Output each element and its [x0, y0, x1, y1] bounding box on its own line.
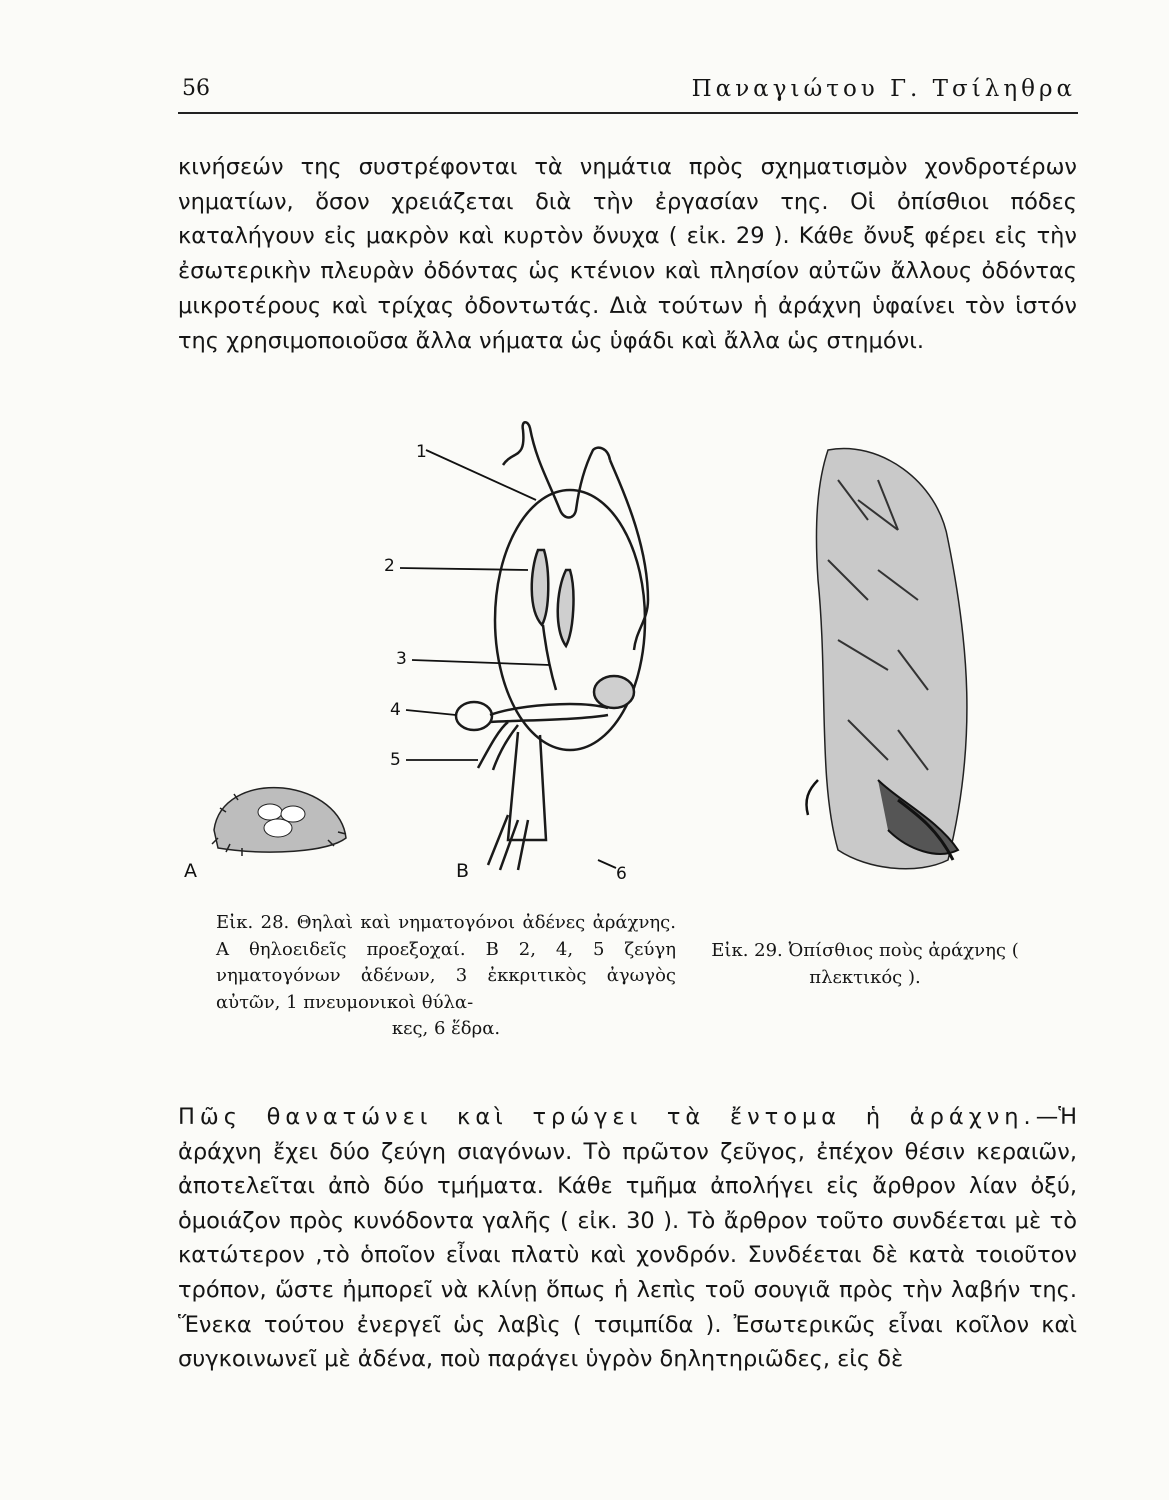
fig28-leader-lines — [400, 450, 616, 868]
fig28-label-3: 3 — [396, 649, 407, 669]
paragraph-2-text: —Ἡ ἀράχνη ἔχει δύο ζεύγη σιαγόνων. Τὸ πρῶτον ζεῦγος, ἐπέχον θέσιν κεραιῶν, ἀποτελεῖται ἀπὸ δύο τμήματα. Κάθε τμῆμα ἀπολήγει εἰς ἄρθρον λίαν ὀξύ, ὁμοιάζον πρὸς κυνόδοντα γαλῆς ( εἰκ. 30 ). Τὸ ἄρθρον τοῦτο συνδέεται μὲ τὸ κατώτερον ,τὸ ὁποῖον εἶναι πλατὺ καὶ χονδρόν. Συνδέεται δὲ κατὰ τοιοῦτον τρόπον, ὥστε ἠμπορεῖ νὰ κλίνῃ ὅπως ἡ λεπὶς τοῦ σουγιᾶ πρὸς τὴν λαβήν της. Ἕνεκα τούτου ἐνεργεῖ ὡς λαβὶς ( τσιμπίδα ). Ἐσωτερικῶς εἶναι κοῖλον καὶ συγκοινωνεῖ μὲ ἀδένα, ποὺ παράγει ὑγρὸν δηλητηριῶδες, εἰς δὲ — [178, 1104, 1077, 1373]
fig28-label-1: 1 — [416, 442, 427, 462]
figure-28-caption — [216, 910, 676, 1043]
fig28-label-4: 4 — [390, 700, 401, 720]
fig29-leg-drawing — [806, 448, 966, 868]
fig28-label-5: 5 — [390, 750, 401, 770]
figures-28-29 — [178, 420, 1078, 910]
fig28-label-b: B — [456, 860, 470, 882]
page-number: 56 — [182, 76, 210, 101]
section-heading: Πῶς θανατώνει καὶ τρώγει τὰ ἔντομα ἡ ἀράχνη. — [178, 1104, 1036, 1130]
figure-drawings — [178, 420, 1078, 910]
paragraph-1: κινήσεών της συστρέφονται τὰ νημάτια πρὸς σχηματισμὸν χονδροτέρων νηματίων, ὅσον χρειάζεται διὰ τὴν ἐργασίαν της. Οἱ ὀπίσθιοι πόδες καταλήγουν εἰς μακρὸν καὶ κυρτὸν ὄνυχα ( εἰκ. 29 ). Κάθε ὄνυξ φέρει εἰς τὴν ἐσωτερικὴν πλευρὰν ὀδόντας ὡς κτένιον καὶ πλησίον αὐτῶν ἄλλους ὀδόντας μικροτέρους καὶ τρίχας ὀδοντωτάς. Διὰ τούτων ἡ ἀράχνη ὑφαίνει τὸν ἱστόν της χρησιμοποιοῦσα ἄλλα νήματα ὡς ὑφάδι καὶ ἄλλα ὡς στημόνι. — [178, 154, 1077, 354]
page-header — [178, 74, 1078, 114]
figure-28-caption-end: κες, 6 ἕδρα. — [391, 1018, 501, 1039]
header-rule — [178, 112, 1078, 114]
fig28-b-gland-drawing — [456, 422, 648, 870]
fig28-a-spinnerets-drawing — [212, 788, 346, 856]
fig28-label-a: A — [184, 860, 197, 882]
figure-29-caption: Εἰκ. 29. Ὀπίσθιος ποὺς ἀράχνης ( πλεκτικός ). — [711, 940, 1019, 988]
running-title: Παναγιώτου Γ. Τσίληθρα — [691, 76, 1076, 102]
fig28-label-2: 2 — [384, 556, 395, 576]
fig28-label-6: 6 — [616, 864, 627, 884]
figure-28-caption-text: Εἰκ. 28. Θηλαὶ καὶ νηματογόνοι ἀδένες ἀράχνης. Α θηλοειδεῖς προεξοχαί. Β 2, 4, 5 ζεύγη νηματογόνων ἀδένων, 3 ἐκκριτικὸς ἀγωγὸς αὐτῶν, 1 πνευμονικοὶ θύλα- — [216, 912, 676, 1013]
paragraph-2 — [178, 1100, 1077, 1377]
